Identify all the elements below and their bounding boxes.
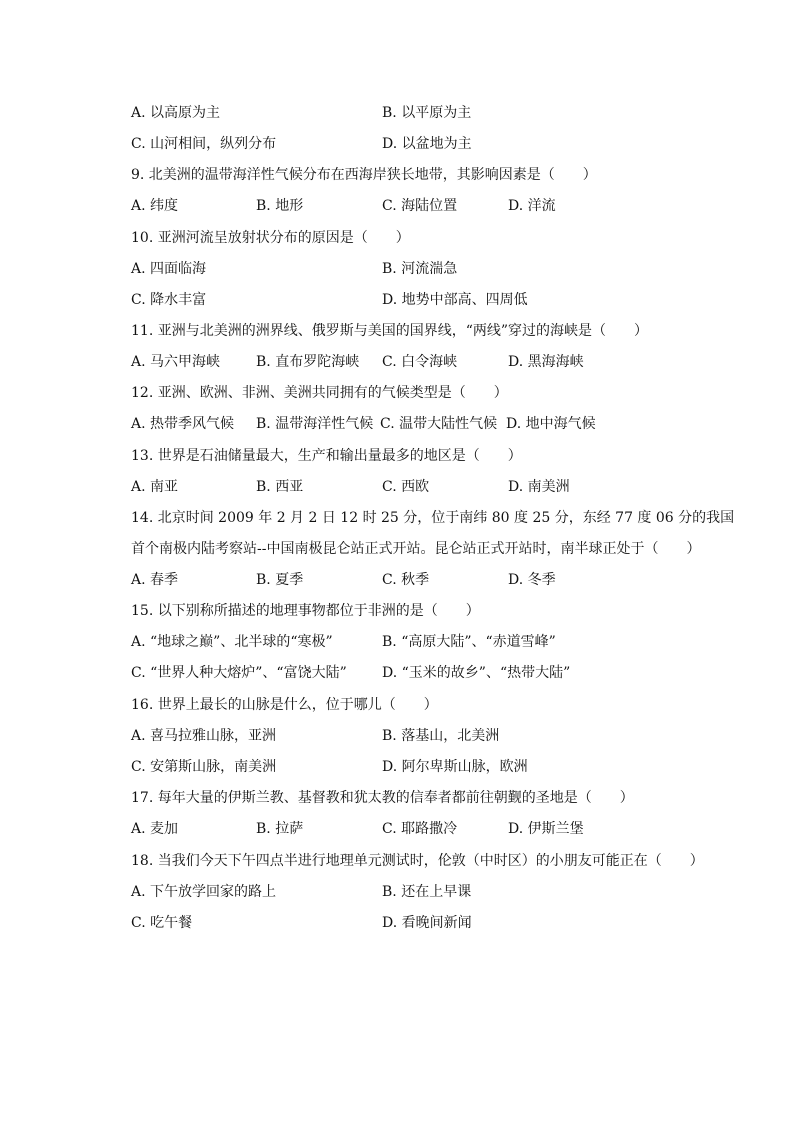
q11-option-d: D. 黑海海峡	[508, 354, 584, 370]
q17-option-b: B. 拉萨	[256, 821, 304, 837]
q13-option-b: B. 西亚	[256, 479, 304, 495]
q14-option-a: A. 春季	[131, 572, 179, 588]
question-11-stem: 11. 亚洲与北美洲的洲界线、俄罗斯与美国的国界线，“两线”穿过的海峡是（ ）	[131, 323, 649, 339]
q9-option-a: A. 纬度	[131, 198, 179, 214]
q17-option-c: C. 耶路撒冷	[382, 821, 458, 837]
q16-option-b: B. 落基山，北美洲	[382, 728, 500, 744]
q8-option-b: B. 以平原为主	[382, 105, 472, 121]
q16-option-d: D. 阿尔卑斯山脉，欧洲	[382, 759, 528, 775]
q18-option-a: A. 下午放学回家的路上	[131, 884, 277, 900]
q10-option-d: D. 地势中部高、四周低	[382, 292, 528, 308]
q8-option-c: C. 山河相间，纵列分布	[131, 136, 277, 152]
q8-option-d: D. 以盆地为主	[382, 136, 472, 152]
q18-option-d: D. 看晚间新闻	[382, 915, 472, 931]
q12-option-c: C. 温带大陆性气候	[380, 416, 498, 432]
q11-option-c: C. 白令海峡	[382, 354, 458, 370]
q18-option-b: B. 还在上早课	[382, 884, 472, 900]
question-16-stem: 16. 世界上最长的山脉是什么，位于哪儿（ ）	[131, 697, 438, 713]
q15-option-d: D. “玉米的故乡”、“热带大陆”	[382, 665, 571, 681]
q12-option-b: B. 温带海洋性气候	[256, 416, 374, 432]
q13-option-d: D. 南美洲	[508, 479, 570, 495]
q15-option-c: C. “世界人种大熔炉”、“富饶大陆”	[131, 665, 347, 681]
question-9-stem: 9. 北美洲的温带海洋性气候分布在西海岸狭长地带，其影响因素是（ ）	[131, 167, 597, 183]
q12-option-d: D. 地中海气候	[506, 416, 596, 432]
question-12-stem: 12. 亚洲、欧洲、非洲、美洲共同拥有的气候类型是（ ）	[131, 385, 508, 401]
question-14-stem: 14. 北京时间 2009 年 2 月 2 日 12 时 25 分，位于南纬 80 度 25 分，东经 77 度 06 分的我国	[131, 510, 735, 526]
q10-option-b: B. 河流湍急	[382, 261, 458, 277]
q10-option-a: A. 四面临海	[131, 261, 207, 277]
q10-option-c: C. 降水丰富	[131, 292, 207, 308]
q17-option-a: A. 麦加	[131, 821, 179, 837]
question-13-stem: 13. 世界是石油储量最大，生产和输出量最多的地区是（ ）	[131, 448, 522, 464]
q8-option-a: A. 以高原为主	[131, 105, 221, 121]
q14-option-d: D. 冬季	[508, 572, 556, 588]
q16-option-c: C. 安第斯山脉，南美洲	[131, 759, 277, 775]
q9-option-b: B. 地形	[256, 198, 304, 214]
q13-option-a: A. 南亚	[131, 479, 179, 495]
q11-option-a: A. 马六甲海峡	[131, 354, 221, 370]
q9-option-d: D. 洋流	[508, 198, 556, 214]
q14-option-b: B. 夏季	[256, 572, 304, 588]
q15-option-a: A. “地球之巅”、北半球的“寒极”	[131, 634, 333, 650]
question-10-stem: 10. 亚洲河流呈放射状分布的原因是（ ）	[131, 230, 410, 246]
q18-option-c: C. 吃午餐	[131, 915, 193, 931]
question-14-stem-continued: 首个南极内陆考察站--中国南极昆仑站正式开站。昆仑站正式开站时，南半球正处于（ ）	[131, 541, 701, 557]
q9-option-c: C. 海陆位置	[382, 198, 458, 214]
q14-option-c: C. 秋季	[382, 572, 430, 588]
question-15-stem: 15. 以下别称所描述的地理事物都位于非洲的是（ ）	[131, 603, 480, 619]
q12-option-a: A. 热带季风气候	[131, 416, 235, 432]
question-17-stem: 17. 每年大量的伊斯兰教、基督教和犹太教的信奉者都前往朝觐的圣地是（ ）	[131, 790, 634, 806]
q17-option-d: D. 伊斯兰堡	[508, 821, 584, 837]
q11-option-b: B. 直布罗陀海峡	[256, 354, 360, 370]
q13-option-c: C. 西欧	[382, 479, 430, 495]
question-18-stem: 18. 当我们今天下午四点半进行地理单元测试时，伦敦（中时区）的小朋友可能正在（ ）	[131, 853, 704, 869]
q16-option-a: A. 喜马拉雅山脉，亚洲	[131, 728, 277, 744]
q15-option-b: B. “高原大陆”、“赤道雪峰”	[382, 634, 556, 650]
